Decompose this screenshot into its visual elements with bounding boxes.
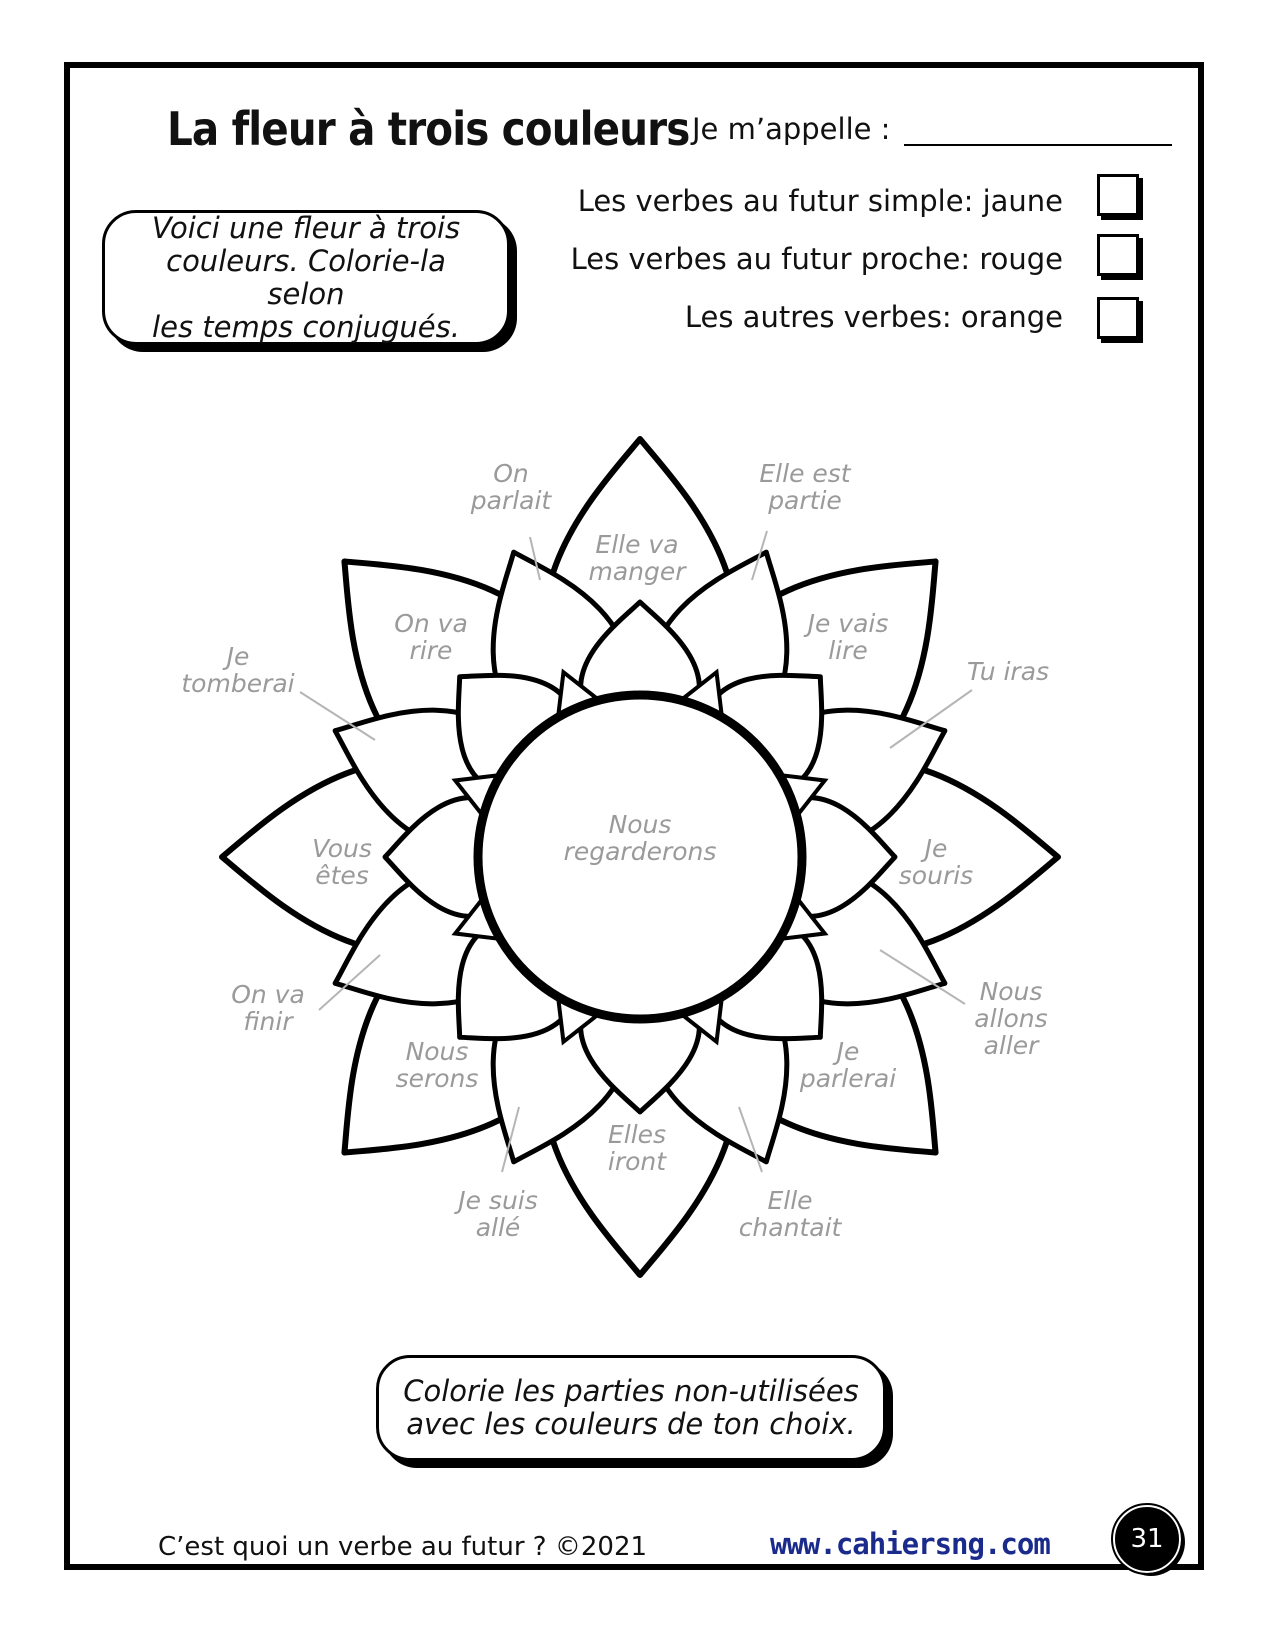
petal-label [396,1037,479,1093]
label-line: tomberai [181,669,295,698]
footer-url-link[interactable]: www.cahiersng.com [770,1527,1050,1561]
instructions-line: couleurs. Colorie-la selon [166,243,446,311]
label-line: regarderons [563,837,717,866]
name-label: Je m’appelle : [692,112,891,146]
label-line: parlerai [799,1064,897,1093]
instructions-line: Voici une fleur à trois [151,210,461,245]
label-line: Je suis [458,1186,538,1215]
page-number: 31 [1113,1505,1181,1573]
label-line: On [493,459,529,488]
legend-item-futur-simple: Les verbes au futur simple: jaune [577,184,1063,218]
label-line: Nous [405,1037,469,1066]
label-line: On va [231,980,305,1009]
instructions-line: les temps conjugués. [152,309,460,344]
page-title: La fleur à trois couleurs [167,102,690,156]
outer-label [739,1186,843,1242]
note-line: Colorie les parties non-utilisées [403,1374,859,1408]
label-line: finir [243,1007,293,1036]
note-bubble [376,1355,886,1461]
label-line: Elle est [759,459,851,488]
label-line: Nous [979,977,1043,1006]
label-line: Elles [607,1120,667,1149]
outer-label [974,977,1047,1060]
outer-label [231,980,305,1036]
label-line: rire [409,636,453,665]
outer-label [181,642,294,698]
label-line: souris [898,861,974,890]
label-line: iront [607,1147,667,1176]
label-line: chantait [738,1213,842,1242]
label-line: allé [475,1213,521,1242]
label-line: Je [924,834,948,863]
label-line: Elle [767,1186,813,1215]
footer-credit: C’est quoi un verbe au futur ? ©2021 [158,1532,648,1562]
note-line: avec les couleurs de ton choix. [406,1407,856,1441]
outer-label [453,1186,538,1242]
legend-item-autres: Les autres verbes: orange [684,300,1063,334]
label-line: partie [768,486,842,515]
petal-label [588,530,687,586]
label-line: manger [588,557,686,586]
outer-label [967,657,1049,686]
label-line: parlait [470,486,552,515]
label-line: Nous [608,810,672,839]
petal-label [608,1120,667,1176]
label-line: Elle va [595,530,679,559]
label-line: Je [836,1037,860,1066]
label-line: aller [983,1031,1039,1060]
label-line: Vous [312,834,372,863]
label-line: êtes [315,861,369,890]
label-line: On va [394,609,468,638]
outer-label [759,459,851,515]
outer-label [470,459,553,515]
label-line: serons [395,1064,479,1093]
label-line: lire [828,636,868,665]
label-line: Je vais [807,609,889,638]
label-line: Je [226,642,250,671]
petal-label [312,834,372,890]
legend-item-futur-proche: Les verbes au futur proche: rouge [570,242,1063,276]
label-line: Tu iras [966,657,1050,686]
label-line: allons [974,1004,1048,1033]
